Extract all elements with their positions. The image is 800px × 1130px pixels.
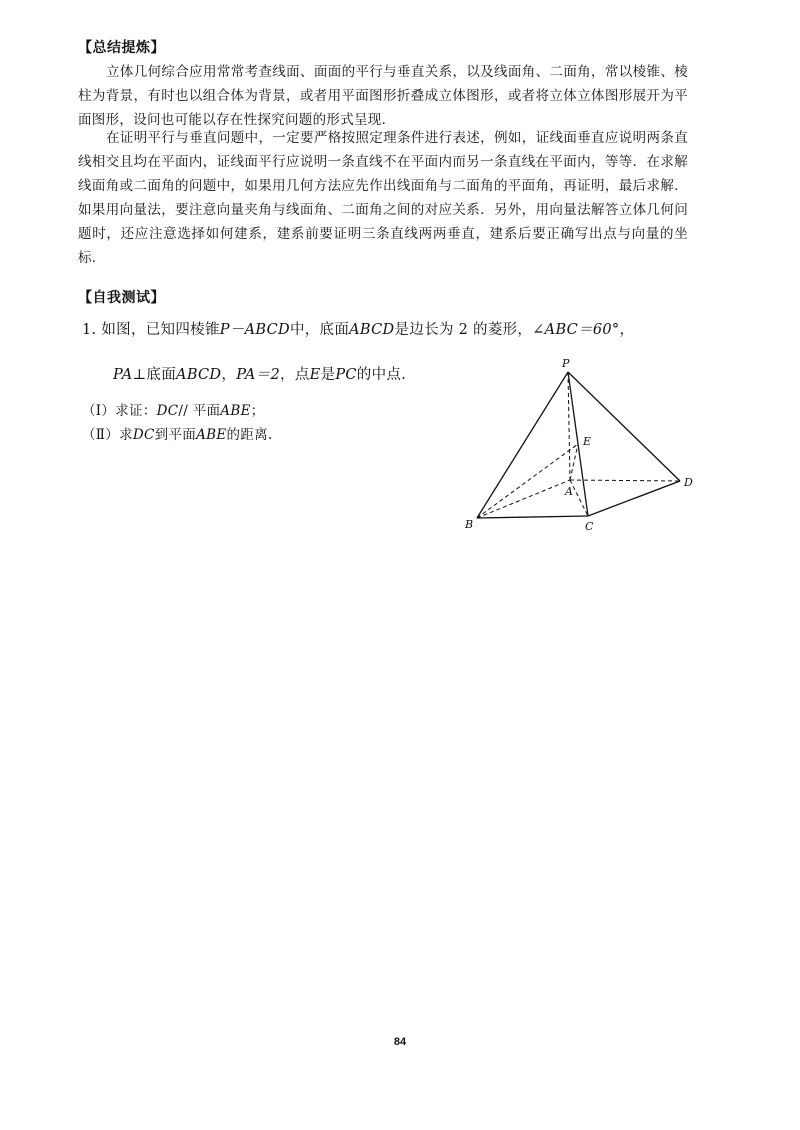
edge-pb: [477, 372, 568, 518]
base-name: ABCD: [349, 322, 395, 338]
pyramid-name: P－ABCD: [219, 322, 290, 338]
problem-text: 如图，已知四棱锥: [101, 322, 220, 338]
point-e: E: [309, 367, 321, 383]
summary-heading: 【总结提炼】: [78, 40, 165, 56]
self-test-heading: 【自我测试】: [78, 290, 165, 306]
part-text: （Ⅰ）求证：: [82, 403, 157, 419]
edge-ab: [477, 480, 570, 518]
part-text: 的距离.: [226, 427, 273, 443]
condition-text: 是: [320, 367, 336, 383]
edge-pd: [568, 372, 680, 481]
label-b: B: [465, 518, 474, 531]
problem-1-statement: [82, 318, 634, 339]
base-name: ABCD: [176, 367, 222, 383]
length-condition: PA＝2: [236, 367, 281, 383]
edge-ad: [570, 480, 680, 481]
summary-paragraph-1: 立体几何综合应用常常考查线面、面面的平行与垂直关系，以及线面角、二面角，常以棱锥、棱柱为背景，有时也以组合体为背景，或者用平面图形折叠成立体图形，或者将立体立体图形展开为平面图形，设问也可能以存在性探究问题的形式呈现．: [78, 64, 688, 128]
problem-text: 是边长为 2 的菱形，: [394, 322, 533, 338]
label-d: D: [684, 476, 693, 489]
condition-text: ，: [221, 367, 237, 383]
problem-text: ，: [619, 322, 635, 338]
plane-abe: ABE: [196, 427, 227, 443]
problem-text: 中，底面: [289, 322, 350, 338]
summary-paragraph-2: 在证明平行与垂直问题中，一定要严格按照定理条件进行表述，例如，证线面垂直应说明两条直线相交且均在平面内，证线面平行应说明一条直线不在平面内而另一条直线在平面内，等等．在求解线面角或二面角的问题中，如果用几何方法应先作出线面角与二面角的平面角，再证明，最后求解．如果用向量法，要注意向量夹角与线面角、二面角之间的对应关系．另外，用向量法解答立体几何问题时，还应注意选择如何建系，建系前要证明三条直线两两垂直，建系后要正确写出点与向量的坐标．: [78, 130, 688, 266]
edge-bc: [477, 516, 588, 518]
condition-text: ⊥底面: [132, 367, 177, 383]
part-text: （Ⅱ）求: [82, 427, 133, 443]
edge-cd: [588, 481, 680, 516]
part-text: ；: [250, 403, 265, 419]
page-number: 84: [393, 1036, 407, 1048]
label-e: E: [583, 435, 592, 448]
label-p: P: [562, 357, 570, 370]
segment-pa: PA: [113, 367, 133, 383]
problem-number: 1.: [82, 322, 97, 338]
part-text: // 平面: [178, 403, 221, 419]
part-text: 到平面: [154, 427, 197, 443]
segment-dc: DC: [132, 427, 155, 443]
pyramid-figure: [455, 350, 705, 540]
segment-dc: DC: [156, 403, 179, 419]
plane-abe: ABE: [220, 403, 251, 419]
angle-condition: ∠ABC＝60°: [532, 322, 620, 338]
condition-text: 的中点.: [356, 367, 407, 383]
label-c: C: [585, 520, 594, 533]
problem-1-part-1: [82, 399, 265, 419]
segment-pc: PC: [335, 367, 357, 383]
edge-ae: [570, 444, 578, 480]
edge-be: [477, 444, 578, 518]
label-a: A: [565, 485, 573, 498]
problem-1-conditions: [113, 363, 406, 384]
problem-1-part-2: [82, 423, 273, 443]
condition-text: ，点: [280, 367, 310, 383]
